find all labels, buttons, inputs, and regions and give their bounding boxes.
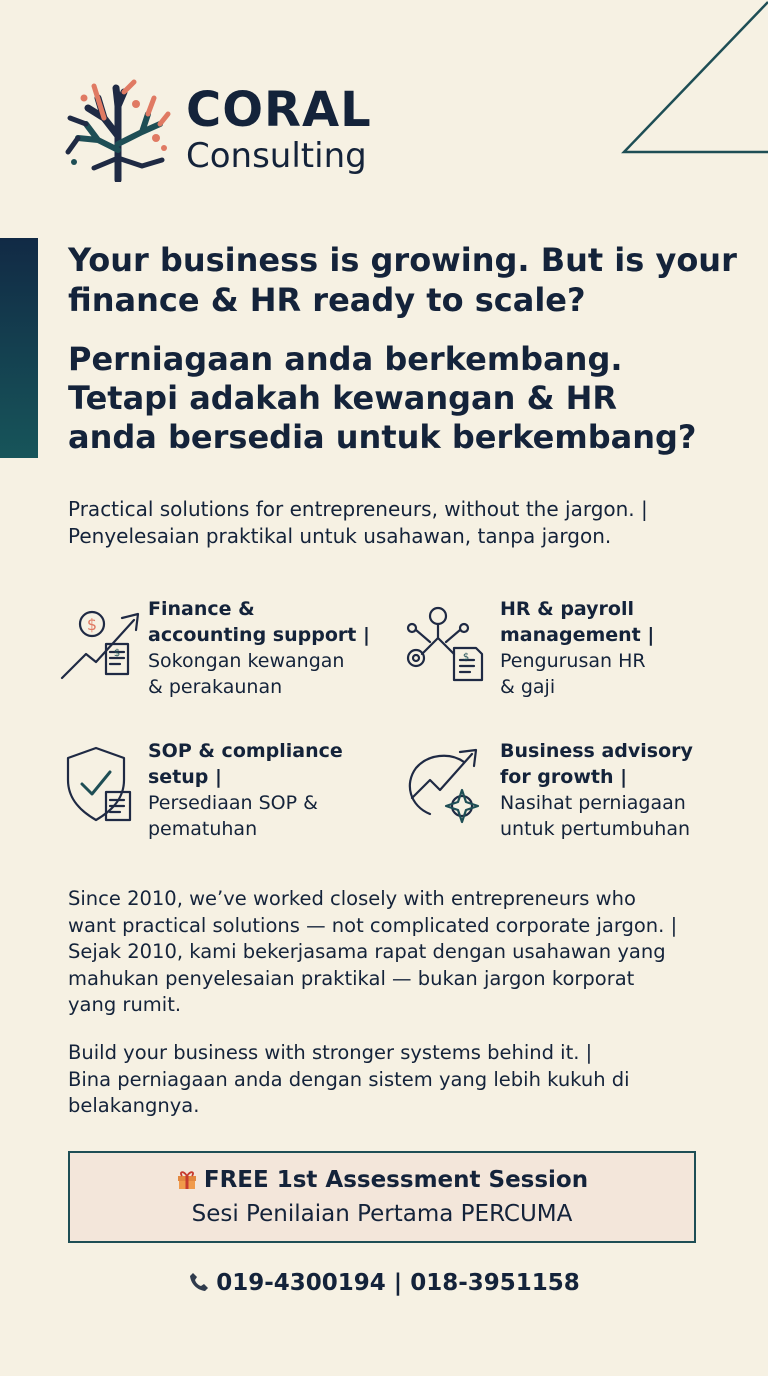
about-line: Sejak 2010, kami bekerjasama rapat dengan usahawan yang <box>68 940 666 963</box>
brand-subtitle: Consulting <box>186 136 367 176</box>
contact-phones <box>0 1270 768 1296</box>
service-subtitle: pematuhan <box>148 818 258 840</box>
gift-icon <box>176 1168 198 1190</box>
finance-growth-icon <box>58 598 144 684</box>
about-line: want practical solutions — not complicated corporate jargon. | <box>68 913 678 937</box>
service-sop-compliance <box>58 738 418 848</box>
tagline <box>68 496 728 550</box>
service-subtitle: & gaji <box>500 676 556 698</box>
tagline-malay: Penyelesaian praktikal untuk usahawan, tanpa jargon. <box>68 524 612 548</box>
service-business-advisory <box>400 738 760 848</box>
service-subtitle: untuk pertumbuhan <box>500 818 691 840</box>
about-line: mahukan penyelesaian praktikal — bukan jargon korporat <box>68 966 635 990</box>
phone-icon <box>188 1271 210 1293</box>
service-title: accounting support | <box>148 624 370 646</box>
service-subtitle: Persediaan SOP & <box>148 792 318 814</box>
about-line: Since 2010, we’ve worked closely with entrepreneurs who <box>68 887 636 910</box>
service-subtitle: Pengurusan HR <box>500 650 646 672</box>
tagline-english: Practical solutions for entrepreneurs, without the jargon. | <box>68 497 648 521</box>
service-hr-payroll <box>400 596 760 706</box>
closing-line: belakangnya. <box>68 1094 200 1117</box>
headline-malay-line: Tetapi adakah kewangan & HR <box>68 379 618 417</box>
brand-name: CORAL <box>186 82 372 138</box>
about-paragraph <box>68 886 728 1019</box>
svg-text:$: $ <box>86 615 98 634</box>
service-title: HR & payroll <box>500 598 635 620</box>
closing-paragraph <box>68 1040 728 1120</box>
headline-english: Your business is growing. But is your finance & HR ready to scale? <box>68 241 737 319</box>
phone-numbers[interactable]: 019-4300194 | 018-3951158 <box>216 1270 580 1296</box>
headline-malay-line: Perniagaan anda berkembang. <box>68 340 623 378</box>
svg-text:$: $ <box>113 648 121 659</box>
cta-english: FREE 1st Assessment Session <box>203 1167 589 1193</box>
service-finance <box>58 596 418 706</box>
cta-malay: Sesi Penilaian Pertama PERCUMA <box>191 1201 573 1227</box>
about-line: yang rumit. <box>68 993 182 1016</box>
accent-bar <box>0 238 38 458</box>
hr-payroll-icon <box>400 598 486 684</box>
svg-text:$: $ <box>462 652 470 663</box>
service-subtitle: & perakaunan <box>148 676 283 698</box>
service-title: SOP & compliance <box>148 740 343 762</box>
headline-malay <box>68 340 758 457</box>
service-title: for growth | <box>500 766 628 788</box>
service-title: Finance & <box>148 598 255 620</box>
service-subtitle: Sokongan kewangan <box>148 650 345 672</box>
cta-title <box>70 1167 694 1193</box>
free-assessment-cta[interactable] <box>68 1151 696 1243</box>
headline-malay-line: anda bersedia untuk berkembang? <box>68 418 697 456</box>
service-title: Business advisory <box>500 740 693 762</box>
service-title: management | <box>500 624 655 646</box>
service-subtitle: Nasihat perniagaan <box>500 792 686 814</box>
service-title: setup | <box>148 766 222 788</box>
coral-logo-icon <box>64 78 172 182</box>
closing-line: Bina perniagaan anda dengan sistem yang lebih kukuh di <box>68 1067 630 1091</box>
shield-check-icon <box>58 740 144 826</box>
closing-line: Build your business with stronger systems behind it. | <box>68 1041 593 1064</box>
growth-compass-icon <box>400 740 486 826</box>
